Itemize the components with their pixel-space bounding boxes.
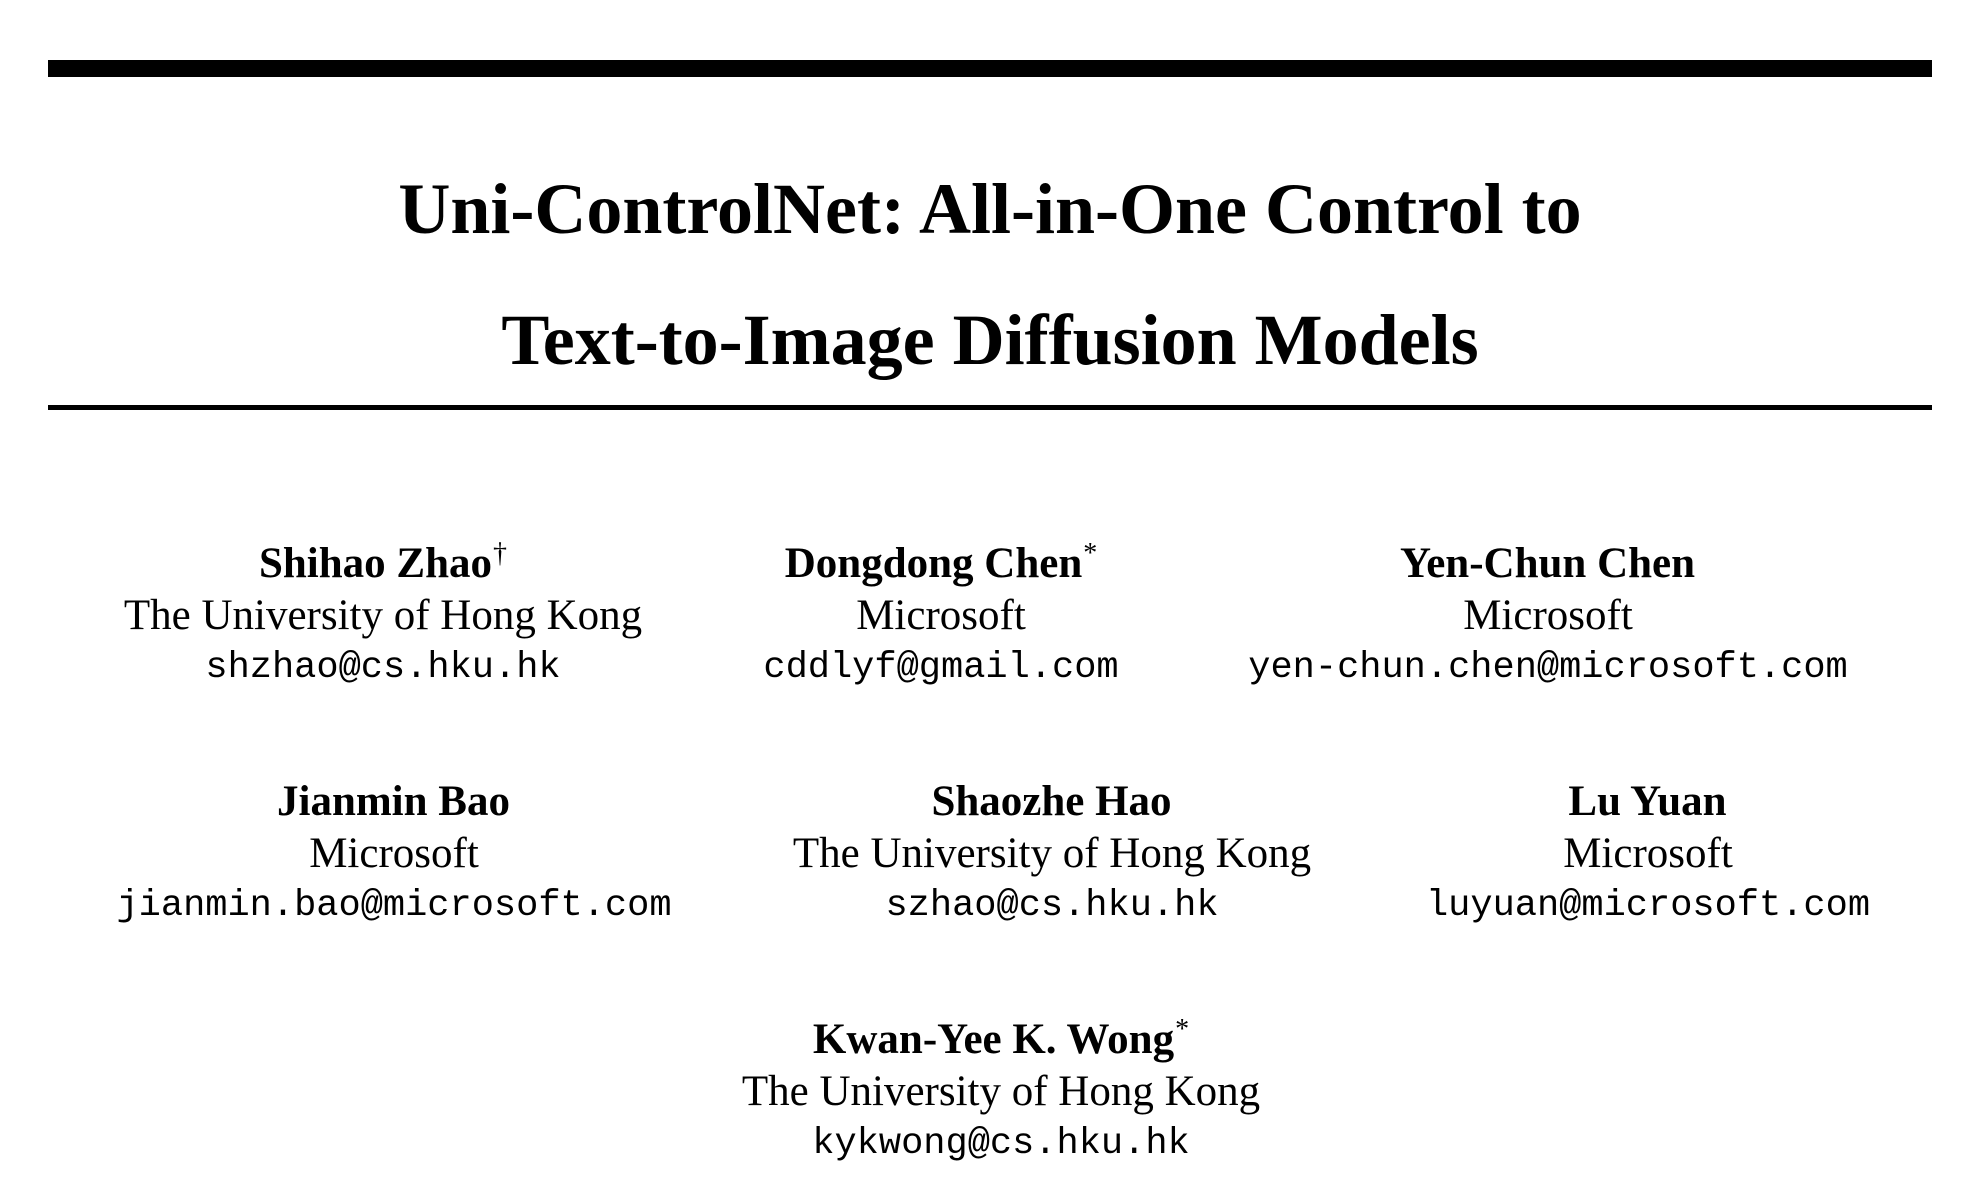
- title-line-1: Uni-ControlNet: All-in-One Control to: [398, 169, 1582, 249]
- title-bottom-rule: [48, 405, 1932, 410]
- author-block: [124, 538, 642, 694]
- author-block: [1248, 538, 1848, 694]
- author-email[interactable]: yen-chun.chen@microsoft.com: [1248, 647, 1848, 689]
- author-email[interactable]: szhao@cs.hku.hk: [885, 885, 1219, 927]
- author-mark: *: [1175, 1013, 1190, 1045]
- author-mark: *: [1083, 537, 1098, 569]
- top-rule: [48, 60, 1932, 77]
- author-affiliation: Microsoft: [1463, 592, 1633, 639]
- title-line-2: Text-to-Image Diffusion Models: [501, 300, 1479, 380]
- author-block: [1426, 776, 1870, 932]
- author-name: Shaozhe Hao: [931, 778, 1172, 825]
- author-email[interactable]: kykwong@cs.hku.hk: [812, 1123, 1190, 1165]
- author-name: Kwan-Yee K. Wong*: [812, 1013, 1190, 1063]
- author-name: Yen-Chun Chen: [1399, 540, 1696, 587]
- author-name: Shihao Zhao†: [258, 537, 508, 587]
- author-affiliation: Microsoft: [1563, 830, 1733, 877]
- author-affiliation: The University of Hong Kong: [741, 1068, 1261, 1115]
- author-block: [116, 776, 671, 932]
- author-name: Jianmin Bao: [277, 778, 510, 825]
- author-email[interactable]: jianmin.bao@microsoft.com: [116, 885, 672, 927]
- paper-title: [48, 144, 1932, 406]
- author-block: [742, 1014, 1260, 1170]
- author-name: Dongdong Chen*: [784, 537, 1098, 587]
- author-affiliation: The University of Hong Kong: [792, 830, 1312, 877]
- author-email[interactable]: luyuan@microsoft.com: [1425, 885, 1871, 927]
- author-affiliation: Microsoft: [309, 830, 479, 877]
- author-affiliation: The University of Hong Kong: [123, 592, 643, 639]
- author-email[interactable]: cddlyf@gmail.com: [763, 647, 1119, 689]
- author-block: [793, 776, 1311, 932]
- author-email[interactable]: shzhao@cs.hku.hk: [205, 647, 561, 689]
- author-mark: †: [493, 537, 508, 569]
- author-affiliation: Microsoft: [856, 592, 1026, 639]
- author-block: [763, 538, 1118, 694]
- author-name: Lu Yuan: [1568, 778, 1727, 825]
